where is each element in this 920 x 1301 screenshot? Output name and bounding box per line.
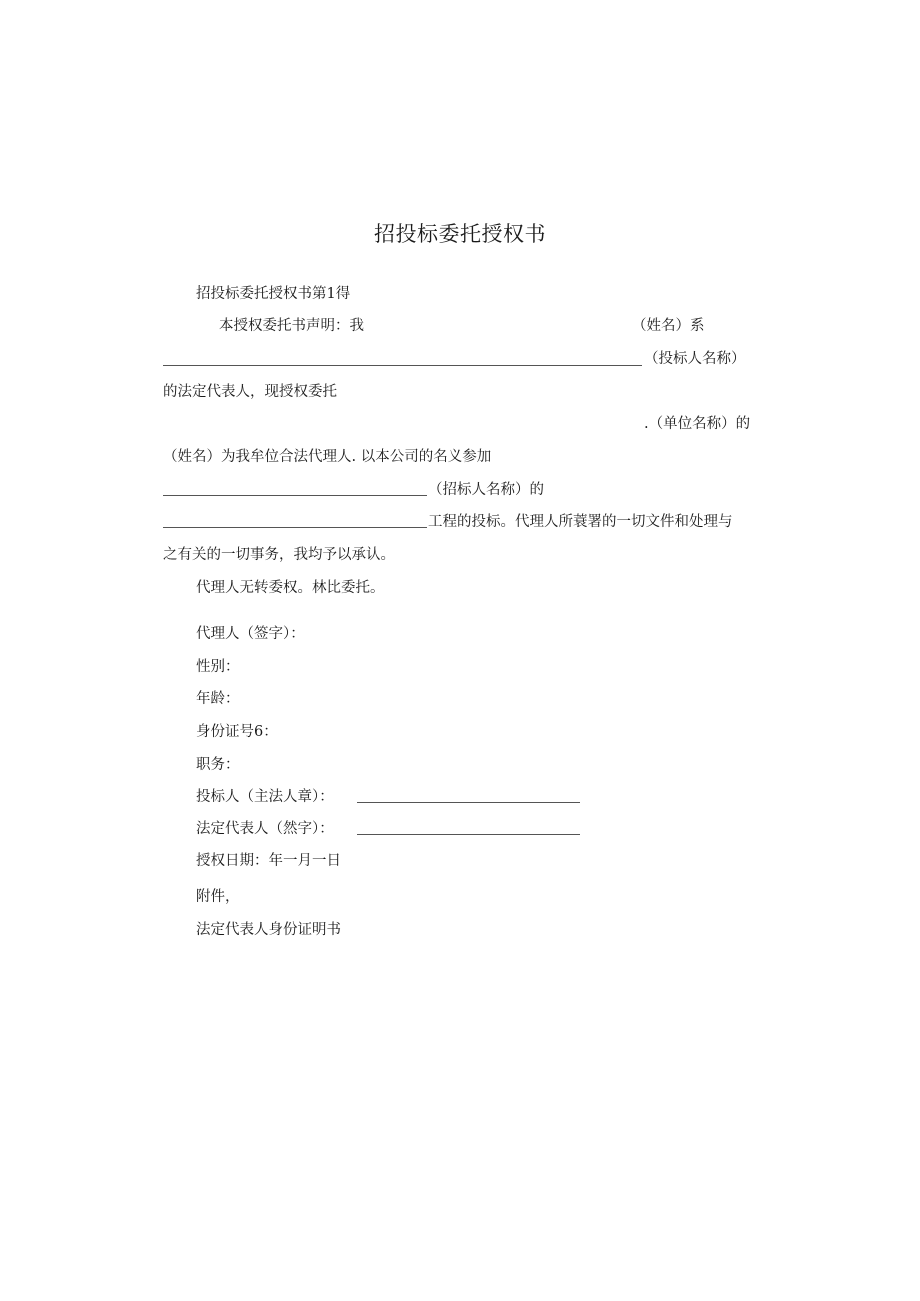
name-label: （姓名）系	[632, 318, 705, 334]
no-sub-delegation: 代理人无转委权。林比委托。	[196, 580, 385, 596]
age-label: 年龄：	[196, 691, 240, 707]
declaration-lead: 本授权委托书声明：我	[219, 318, 364, 334]
bidder-name-label: （投标人名称）	[644, 351, 746, 367]
authorization-date: 授权日期：年一月一日	[196, 853, 341, 869]
document-title: 招投标委托授权书	[374, 222, 546, 246]
bidder-name-blank	[163, 365, 642, 366]
project-line: 工程的投标。代理人所蓑署的一切文件和处理与	[428, 514, 733, 530]
document-subtitle: 招投标委托授权书第1得	[196, 286, 351, 302]
unit-name-label: .（单位名称）的	[644, 416, 751, 432]
legal-rep-signature-label: 法定代表人（然字）：	[196, 821, 334, 837]
agent-line: （姓名）为我牟位合法代理人. 以本公司的名义参加	[163, 449, 492, 465]
legal-rep-signature-blank	[357, 834, 580, 835]
legal-rep-text: 的法定代表人，现授权委托	[163, 384, 337, 400]
closing-line: 之有关的一切事务，我均予以承认。	[163, 547, 395, 563]
bidder-seal-label: 投标人（主法人章）：	[196, 789, 334, 805]
bidder-seal-blank	[357, 802, 580, 803]
tenderer-name-blank	[163, 495, 427, 496]
attachment-item: 法定代表人身份证明书	[196, 922, 341, 938]
tenderer-name-label: （招标人名称）的	[428, 482, 544, 498]
project-name-blank	[163, 527, 427, 528]
gender-label: 性别：	[196, 659, 240, 675]
position-label: 职务：	[196, 757, 240, 773]
id-number-label: 身份证号6：	[196, 724, 278, 740]
attachment-label: 附件，	[196, 889, 240, 905]
agent-signature-label: 代理人（签字）：	[196, 626, 305, 642]
